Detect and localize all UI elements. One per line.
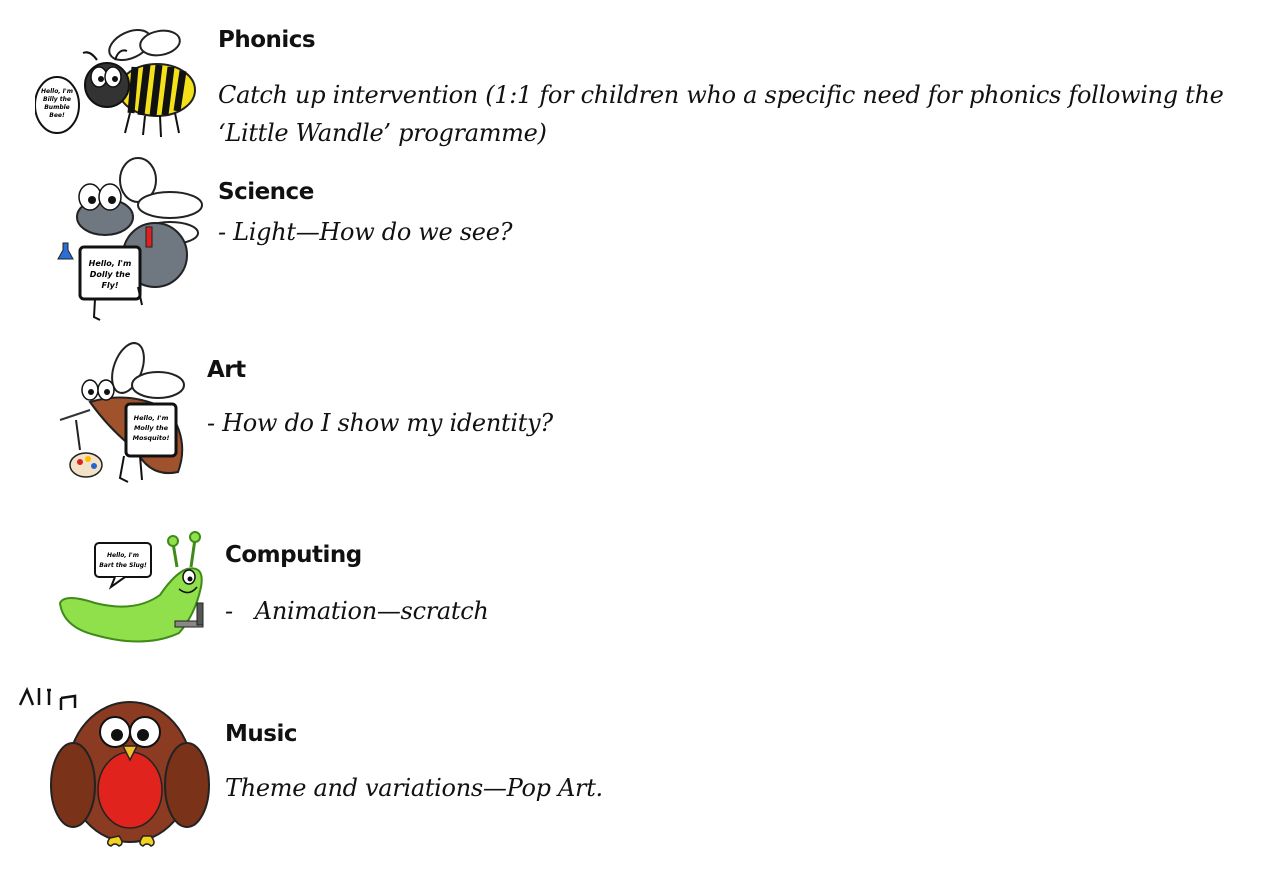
section-art xyxy=(0,335,1280,495)
mosquito-speech-line2: Molly the xyxy=(133,424,169,432)
section-phonics xyxy=(0,0,1280,155)
mosquito-speech-line1: Hello, I'm xyxy=(133,414,169,422)
text-science: - Light—How do we see? xyxy=(218,218,513,246)
fly-icon xyxy=(50,155,210,325)
text-computing: - Animation—scratch xyxy=(225,597,489,625)
section-music xyxy=(0,675,1280,855)
bee-speech-line2: Billy the xyxy=(43,96,71,103)
slug-speech-line1: Hello, I'm xyxy=(106,552,140,559)
section-computing xyxy=(0,520,1280,650)
text-music: Theme and variations—Pop Art. xyxy=(225,774,603,802)
text-art: - How do I show my identity? xyxy=(207,409,553,437)
heading-computing: Computing xyxy=(225,542,362,568)
text-phonics: Catch up intervention (1:1 for children who a specific need for phonics following the ‘Little Wandle’ programme) xyxy=(218,81,1224,147)
slug-icon xyxy=(55,525,215,650)
heading-art: Art xyxy=(207,357,246,383)
slug-speech-line2: Bart the Slug! xyxy=(99,562,147,569)
heading-music: Music xyxy=(225,721,297,747)
bee-icon xyxy=(35,15,200,155)
bee-speech-line3: Bumble xyxy=(44,104,70,111)
bee-speech-line1: Hello, I'm xyxy=(40,88,74,95)
fly-speech-line2: Dolly the xyxy=(89,270,131,279)
section-science xyxy=(0,155,1280,325)
fly-speech-line3: Fly! xyxy=(101,281,119,290)
heading-phonics: Phonics xyxy=(218,27,316,53)
robin-icon xyxy=(15,680,215,850)
bee-speech-line4: Bee! xyxy=(49,112,65,119)
mosquito-speech-line3: Mosquito! xyxy=(132,434,170,442)
mosquito-icon xyxy=(50,340,200,490)
heading-science: Science xyxy=(218,179,314,205)
fly-speech-line1: Hello, I'm xyxy=(88,259,132,268)
